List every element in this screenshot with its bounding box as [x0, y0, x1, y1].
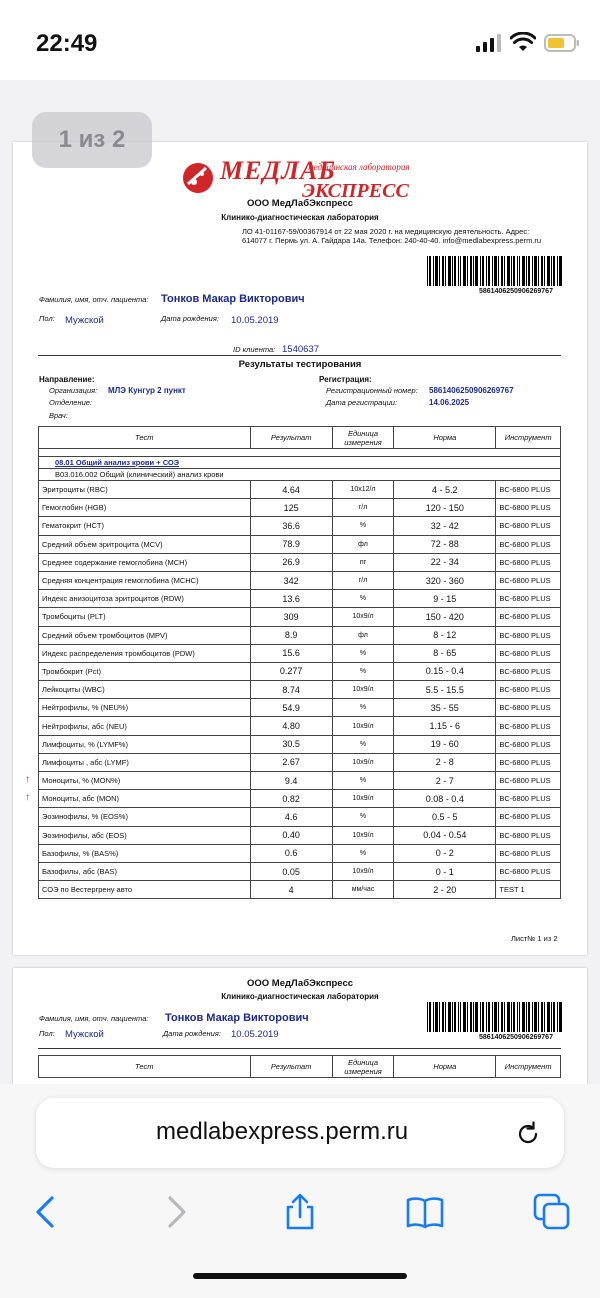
table-header-row — [39, 427, 561, 449]
col-test: Тест — [39, 427, 251, 449]
patient-sex: Мужской — [65, 315, 104, 326]
table-row — [39, 626, 561, 644]
table-row — [39, 753, 561, 771]
test-instrument: BC-6800 PLUS — [496, 662, 561, 680]
test-name — [39, 881, 251, 899]
test-norm: 2 - 8 — [394, 753, 496, 771]
test-norm: 0.08 - 0.4 — [394, 790, 496, 808]
test-unit: % — [332, 644, 393, 662]
report-page-2 — [13, 968, 587, 1084]
table-row — [39, 844, 561, 862]
test-name — [39, 644, 251, 662]
test-name-text: Нейтрофилы, % (NEU%) — [42, 703, 129, 713]
test-unit: 10x9/л — [332, 608, 393, 626]
table-row — [39, 826, 561, 844]
table-row — [39, 681, 561, 699]
test-unit: пг — [332, 553, 393, 571]
table-row — [39, 662, 561, 680]
back-icon[interactable] — [26, 1192, 66, 1232]
group-link[interactable]: 08.01 Общий анализ крови + СОЭ — [55, 458, 180, 467]
test-name-text: Лимфоциты, % (LYMF%) — [42, 739, 128, 749]
license-line: ЛО 41-01167-59/00367914 от 22 мая 2020 г. на медицинскую деятельность. Адрес: — [242, 227, 530, 236]
test-norm: 32 - 42 — [394, 517, 496, 535]
patient-dob: 10.05.2019 — [231, 315, 279, 326]
abnormal-flag-icon: ↑ — [25, 774, 30, 785]
dob-label: Дата рождения: — [161, 314, 219, 323]
test-instrument: BC-6800 PLUS — [496, 735, 561, 753]
patient-name: Тонков Макар Викторович — [161, 293, 305, 305]
test-name-text: Среднее содержание гемоглобина (MCH) — [42, 557, 188, 567]
test-name — [25, 790, 251, 808]
org-value: МЛЭ Кунгур 2 пункт — [108, 386, 186, 395]
test-result: 4 — [250, 881, 332, 899]
test-result: 0.40 — [250, 826, 332, 844]
test-unit: мм/час — [332, 881, 393, 899]
test-unit: фл — [332, 626, 393, 644]
test-name — [39, 699, 251, 717]
bookmarks-icon[interactable] — [405, 1192, 445, 1232]
browser-bottom-bar — [0, 1084, 600, 1298]
test-result: 9.4 — [250, 772, 332, 790]
table-row — [39, 590, 561, 608]
doctor-label: Врач: — [49, 411, 68, 420]
test-norm: 4 - 5.2 — [394, 481, 496, 499]
test-result: 26.9 — [250, 553, 332, 571]
test-norm: 150 - 420 — [394, 608, 496, 626]
test-norm: 0 - 1 — [394, 862, 496, 880]
logo-emblem-icon — [180, 160, 216, 196]
col-unit-p2: Единица измерения — [332, 1056, 393, 1078]
test-name — [39, 590, 251, 608]
forward-icon[interactable] — [156, 1192, 196, 1232]
test-result: 4.6 — [250, 808, 332, 826]
test-norm: 8 - 65 — [394, 644, 496, 662]
test-name — [39, 608, 251, 626]
test-instrument: BC-6800 PLUS — [496, 535, 561, 553]
test-name — [39, 808, 251, 826]
test-name-text: СОЭ по Вестергрену авто — [42, 885, 133, 895]
patient-label-p2: Фамилия, имя, отч. пациента: — [39, 1014, 149, 1023]
table-row — [39, 499, 561, 517]
test-result: 54.9 — [250, 699, 332, 717]
test-unit: г/л — [332, 571, 393, 589]
test-result: 15.6 — [250, 644, 332, 662]
table-row — [39, 517, 561, 535]
test-instrument: BC-6800 PLUS — [496, 808, 561, 826]
test-instrument: BC-6800 PLUS — [496, 590, 561, 608]
test-instrument: BC-6800 PLUS — [496, 499, 561, 517]
test-name — [39, 735, 251, 753]
test-result: 8.74 — [250, 681, 332, 699]
battery-icon — [544, 33, 580, 53]
table-row — [39, 699, 561, 717]
test-norm: 2 - 7 — [394, 772, 496, 790]
test-unit: 10x9/л — [332, 862, 393, 880]
patient-dob-p2: 10.05.2019 — [231, 1029, 279, 1040]
test-name — [39, 662, 251, 680]
department-label: Отделение: — [49, 398, 93, 407]
test-unit: % — [332, 662, 393, 680]
sex-label: Пол: — [39, 314, 55, 323]
test-name — [39, 681, 251, 699]
sex-label-p2: Пол: — [39, 1029, 55, 1038]
direction-label: Направление: — [39, 375, 95, 384]
test-result: 78.9 — [250, 535, 332, 553]
test-instrument: BC-6800 PLUS — [496, 772, 561, 790]
logo-main-text: МЕДЛАБ — [220, 156, 336, 185]
test-norm: 35 - 55 — [394, 699, 496, 717]
test-unit: % — [332, 517, 393, 535]
test-result: 309 — [250, 608, 332, 626]
results-title: Результаты тестирования — [238, 359, 362, 370]
test-unit: фл — [332, 535, 393, 553]
divider-p2 — [38, 1048, 561, 1049]
table-row — [39, 808, 561, 826]
test-name-text: Эозинофилы, абс (EOS) — [42, 830, 127, 840]
test-name — [39, 717, 251, 735]
test-result: 4.64 — [250, 481, 332, 499]
test-unit: 10x12/л — [332, 481, 393, 499]
org-name: ООО МедЛабЭкспресс — [246, 198, 354, 209]
test-instrument: BC-6800 PLUS — [496, 753, 561, 771]
test-name-text: Нейтрофилы, абс (NEU) — [42, 721, 127, 731]
test-result: 36.6 — [250, 517, 332, 535]
client-id: 1540637 — [282, 344, 319, 355]
test-unit: % — [332, 808, 393, 826]
table-row — [39, 790, 561, 808]
test-norm: 120 - 150 — [394, 499, 496, 517]
test-norm: 22 - 34 — [394, 553, 496, 571]
col-norm: Норма — [394, 427, 496, 449]
test-name-text: Базофилы, абс (BAS) — [42, 867, 118, 877]
test-instrument: BC-6800 PLUS — [496, 481, 561, 499]
table-row — [39, 717, 561, 735]
table-row — [39, 881, 561, 899]
test-instrument: BC-6800 PLUS — [496, 826, 561, 844]
test-name-text: Индекс распределения тромбоцитов (PDW) — [42, 648, 195, 658]
test-norm: 0.04 - 0.54 — [394, 826, 496, 844]
barcode-number: 5861406250906269767 — [479, 288, 553, 295]
test-norm: 8 - 12 — [394, 626, 496, 644]
lab-type-p2: Клинико-диагностическая лаборатория — [221, 992, 379, 1001]
col-result: Результат — [250, 427, 332, 449]
group-code-row — [39, 469, 561, 481]
test-name — [39, 481, 251, 499]
wifi-icon — [510, 32, 536, 52]
col-result-p2: Результат — [250, 1056, 332, 1078]
test-result: 0.82 — [250, 790, 332, 808]
test-name-text: Базофилы, % (BAS%) — [42, 848, 119, 858]
test-norm: 0 - 2 — [394, 844, 496, 862]
col-instrument: Инструмент — [496, 427, 561, 449]
group-code: B03.016.002 Общий (клинический) анализ крови — [39, 469, 561, 481]
table-row — [39, 644, 561, 662]
cellular-signal-icon — [476, 34, 502, 52]
test-instrument: BC-6800 PLUS — [496, 644, 561, 662]
table-row — [39, 571, 561, 589]
share-icon[interactable] — [280, 1192, 320, 1232]
test-unit: 10x9/л — [332, 717, 393, 735]
home-indicator[interactable] — [193, 1273, 407, 1279]
test-result: 342 — [250, 571, 332, 589]
test-instrument: BC-6800 PLUS — [496, 553, 561, 571]
test-norm: 9 - 15 — [394, 590, 496, 608]
reload-icon[interactable] — [514, 1120, 542, 1148]
logo-second-text: ЭКСПРЕСС — [302, 180, 409, 202]
dob-label-p2: Дата рождения: — [163, 1029, 221, 1038]
test-norm: 320 - 360 — [394, 571, 496, 589]
patient-sex-p2: Мужской — [65, 1029, 104, 1040]
test-name — [39, 571, 251, 589]
barcode-number-p2: 5861406250906269767 — [479, 1034, 553, 1041]
results-table — [25, 426, 561, 899]
test-norm: 0.15 - 0.4 — [394, 662, 496, 680]
test-instrument: BC-6800 PLUS — [496, 517, 561, 535]
reg-date-label: Дата регистрации: — [326, 398, 398, 407]
test-name-text: Средний объем тромбоцитов (MPV) — [42, 630, 168, 640]
test-name-text: Лейкоциты (WBC) — [42, 685, 105, 695]
status-bar — [0, 0, 600, 80]
test-name — [39, 826, 251, 844]
table-row — [39, 535, 561, 553]
lab-type: Клинико-диагностическая лаборатория — [221, 213, 379, 222]
document-viewer[interactable] — [0, 80, 600, 1084]
test-unit: г/л — [332, 499, 393, 517]
registration-label: Регистрация: — [319, 375, 372, 384]
table-row — [39, 862, 561, 880]
table-row — [39, 553, 561, 571]
status-time: 22:49 — [36, 30, 98, 57]
page-indicator: 1 из 2 — [32, 112, 152, 168]
table-row — [39, 772, 561, 790]
abnormal-flag-icon: ↑ — [25, 792, 30, 804]
test-name — [39, 517, 251, 535]
test-name — [39, 626, 251, 644]
test-unit: 10x9/л — [332, 753, 393, 771]
test-norm: 0.5 - 5 — [394, 808, 496, 826]
test-name-text: Индекс анизоцитоза эритроцитов (RDW) — [42, 594, 184, 604]
test-unit: % — [332, 590, 393, 608]
test-unit: % — [332, 735, 393, 753]
table-row — [39, 735, 561, 753]
test-norm: 2 - 20 — [394, 881, 496, 899]
results-table-header-p2 — [38, 1055, 561, 1078]
test-result: 13.6 — [250, 590, 332, 608]
test-unit: 10x9/л — [332, 681, 393, 699]
test-result: 8.9 — [250, 626, 332, 644]
test-name — [39, 844, 251, 862]
test-instrument: BC-6800 PLUS — [496, 681, 561, 699]
test-name — [39, 553, 251, 571]
test-name — [39, 753, 251, 771]
test-result: 0.6 — [250, 844, 332, 862]
test-instrument: TEST 1 — [496, 881, 561, 899]
col-test-p2: Тест — [39, 1056, 251, 1078]
col-norm-p2: Норма — [394, 1056, 496, 1078]
divider — [38, 355, 561, 356]
group-spacer-row — [39, 449, 561, 457]
group-row — [39, 457, 561, 469]
test-unit: % — [332, 844, 393, 862]
org-label: Организация: — [49, 386, 98, 395]
test-instrument: BC-6800 PLUS — [496, 626, 561, 644]
test-result: 0.277 — [250, 662, 332, 680]
sheet-footer: Лист№ 1 из 2 — [511, 934, 558, 943]
test-instrument: BC-6800 PLUS — [496, 608, 561, 626]
tabs-icon[interactable] — [532, 1192, 572, 1232]
test-instrument: BC-6800 PLUS — [496, 862, 561, 880]
test-name-text: Средняя концентрация гемоглобина (MCHC) — [42, 576, 199, 586]
url-text[interactable]: medlabexpress.perm.ru — [156, 1118, 409, 1145]
test-norm: 5.5 - 15.5 — [394, 681, 496, 699]
barcode — [427, 256, 563, 286]
test-result: 0.05 — [250, 862, 332, 880]
logo-tagline: медицинская лаборатория — [308, 162, 410, 172]
reg-number-label: Регистрационный номер: — [326, 386, 418, 395]
test-unit: 10x9/л — [332, 790, 393, 808]
patient-name-p2: Тонков Макар Викторович — [165, 1012, 309, 1024]
test-name — [25, 772, 251, 790]
test-name-text: Гемоглобин (HGB) — [42, 503, 107, 513]
test-name-text: Гематокрит (HCT) — [42, 521, 104, 531]
patient-label: Фамилия, имя, отч. пациента: — [39, 295, 149, 304]
test-instrument: BC-6800 PLUS — [496, 571, 561, 589]
test-name-text: Тромбоциты (PLT) — [42, 612, 106, 622]
address-bar[interactable] — [36, 1098, 564, 1168]
test-unit: % — [332, 772, 393, 790]
org-name-p2: ООО МедЛабЭкспресс — [246, 978, 354, 989]
test-result: 4.80 — [250, 717, 332, 735]
report-page-1 — [13, 142, 587, 955]
test-name-text: Эритроциты (RBC) — [42, 485, 108, 495]
barcode-p2 — [427, 1002, 563, 1032]
test-instrument: BC-6800 PLUS — [496, 790, 561, 808]
test-name-text: Тромбокрит (Pct) — [42, 666, 102, 676]
reg-number: 5861406250906269767 — [429, 386, 514, 395]
table-row — [39, 481, 561, 499]
test-instrument: BC-6800 PLUS — [496, 717, 561, 735]
test-name-text: Моноциты, абс (MON) — [42, 794, 120, 804]
test-unit: 10x9/л — [332, 826, 393, 844]
test-result: 30.5 — [250, 735, 332, 753]
test-instrument: BC-6800 PLUS — [496, 844, 561, 862]
test-name-text: Средний объем эритроцита (MCV) — [42, 539, 163, 549]
test-instrument: BC-6800 PLUS — [496, 699, 561, 717]
test-name — [39, 862, 251, 880]
client-id-label: ID клиента: — [233, 345, 276, 354]
test-name-text: Эозинофилы, % (EOS%) — [42, 812, 128, 822]
test-result: 125 — [250, 499, 332, 517]
table-row — [39, 608, 561, 626]
col-unit: Единица измерения — [332, 427, 393, 449]
address-line: 614077 г. Пермь ул. А. Гайдара 14а. Телефон: 240-40-40. info@medlabexpress.perm.ru — [242, 236, 542, 245]
reg-date: 14.06.2025 — [429, 398, 470, 407]
col-instrument-p2: Инструмент — [496, 1056, 561, 1078]
test-name — [39, 499, 251, 517]
test-norm: 72 - 88 — [394, 535, 496, 553]
test-name — [39, 535, 251, 553]
test-name-text: Моноциты, % (MON%) — [42, 776, 121, 786]
test-norm: 1.15 - 6 — [394, 717, 496, 735]
test-result: 2.67 — [250, 753, 332, 771]
test-name-text: Лимфоциты , абс (LYMF) — [42, 757, 129, 767]
test-unit: % — [332, 699, 393, 717]
test-norm: 19 - 60 — [394, 735, 496, 753]
